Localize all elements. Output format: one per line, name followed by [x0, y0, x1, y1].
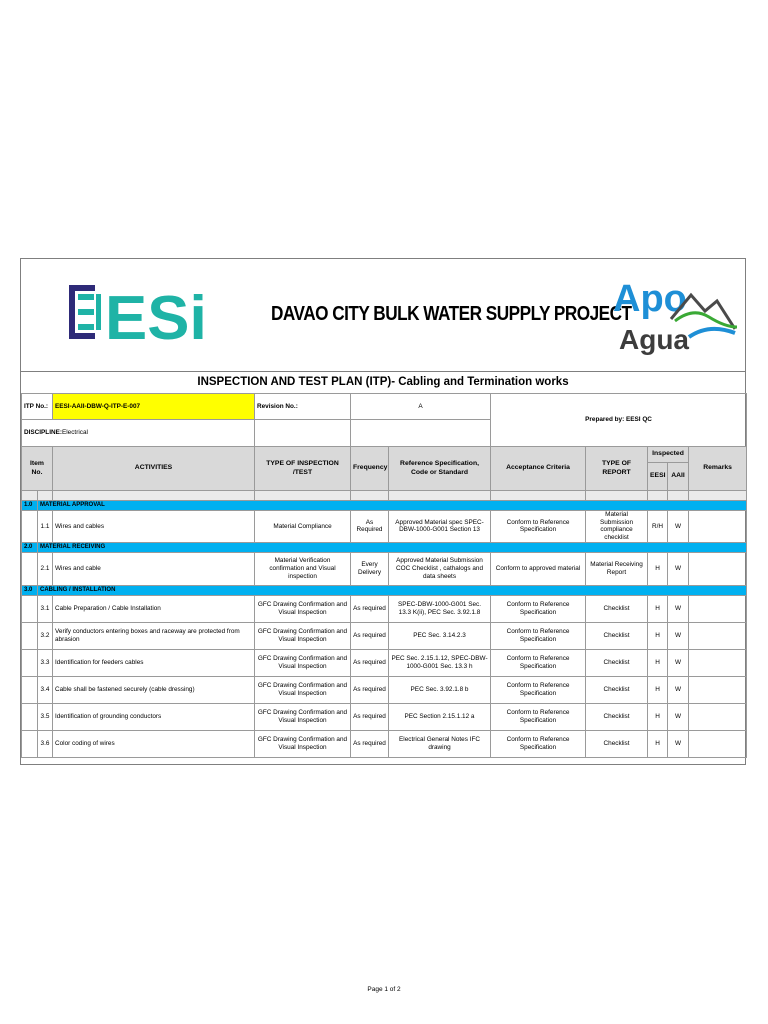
- page-number: Page 1 of 2: [367, 986, 401, 993]
- item-sub-number: 3.2: [38, 622, 53, 649]
- svg-text:ESi: ESi: [105, 284, 207, 345]
- activity-cell: Identification of grounding conductors: [53, 703, 255, 730]
- acceptance-cell: Conform to Reference Specification: [491, 730, 586, 757]
- reference-cell: PEC Sec. 3.92.1.8 b: [389, 676, 491, 703]
- table-row: [22, 511, 747, 543]
- inspection-type-cell: GFC Drawing Confirmation and Visual Inspection: [255, 730, 351, 757]
- eesi-cell: H: [648, 622, 668, 649]
- inspection-type-cell: Material Verification confirmation and Visual inspection: [255, 552, 351, 585]
- remarks-cell: [689, 649, 747, 676]
- report-cell: Checklist: [586, 622, 648, 649]
- table-row: [22, 676, 747, 703]
- meta-row-itp: [22, 394, 747, 420]
- inspection-type-cell: GFC Drawing Confirmation and Visual Inspection: [255, 622, 351, 649]
- eesi-cell: H: [648, 595, 668, 622]
- table-row: [22, 649, 747, 676]
- remarks-cell: [689, 622, 747, 649]
- col-inspected: Inspected: [648, 447, 689, 463]
- col-eesi: EESI: [648, 463, 668, 491]
- col-remarks: Remarks: [689, 447, 747, 491]
- col-reference: Reference Specification, Code or Standard: [389, 447, 491, 491]
- inspection-type-cell: GFC Drawing Confirmation and Visual Inspection: [255, 676, 351, 703]
- apo-agua-logo: [609, 271, 739, 359]
- header-banner: [21, 259, 745, 372]
- frequency-cell: As required: [351, 649, 389, 676]
- item-sub-number: 3.4: [38, 676, 53, 703]
- item-sub-number: 3.6: [38, 730, 53, 757]
- activity-cell: Color coding of wires: [53, 730, 255, 757]
- agua-logo-text: Agua: [619, 324, 689, 355]
- itp-title: INSPECTION AND TEST PLAN (ITP)- Cabling and Termination works: [21, 371, 745, 394]
- remarks-cell: [689, 676, 747, 703]
- item-sub-number: 1.1: [38, 511, 53, 543]
- col-type-inspection: TYPE OF INSPECTION /TEST: [255, 447, 351, 491]
- section-row: [22, 542, 747, 552]
- report-cell: Checklist: [586, 730, 648, 757]
- reference-cell: PEC Section 2.15.1.12 a: [389, 703, 491, 730]
- frequency-cell: As required: [351, 703, 389, 730]
- section-number: 1.0: [22, 501, 38, 511]
- itp-no-label: ITP No.:: [22, 394, 53, 420]
- item-sub-number: 3.5: [38, 703, 53, 730]
- inspection-type-cell: GFC Drawing Confirmation and Visual Inspection: [255, 595, 351, 622]
- aaii-cell: W: [668, 511, 689, 543]
- aaii-cell: W: [668, 703, 689, 730]
- table-row: [22, 703, 747, 730]
- item-sub-number: 3.1: [38, 595, 53, 622]
- eesi-cell: H: [648, 730, 668, 757]
- table-row: [22, 595, 747, 622]
- blank-cell: [351, 420, 491, 447]
- discipline-label: DISCIPLINE:: [24, 429, 62, 437]
- activity-cell: Cable shall be fastened securely (cable dressing): [53, 676, 255, 703]
- inspection-type-cell: GFC Drawing Confirmation and Visual Inspection: [255, 649, 351, 676]
- aaii-cell: W: [668, 622, 689, 649]
- reference-cell: SPEC-DBW-1000-G001 Sec. 13.3 K(ii), PEC Sec. 3.92.1.8: [389, 595, 491, 622]
- item-sub-number: 2.1: [38, 552, 53, 585]
- eesi-logo: [69, 279, 209, 345]
- table-row: [22, 552, 747, 585]
- acceptance-cell: Conform to Reference Specification: [491, 649, 586, 676]
- activity-cell: Verify conductors entering boxes and raceway are protected from abrasion: [53, 622, 255, 649]
- itp-document: [20, 258, 746, 765]
- aaii-cell: W: [668, 649, 689, 676]
- prepared-by: Prepared by: EESI QC: [491, 394, 747, 447]
- reference-cell: Approved Material spec SPEC-DBW-1000-G001 Section 13: [389, 511, 491, 543]
- acceptance-cell: Conform to Reference Specification: [491, 622, 586, 649]
- acceptance-cell: Conform to Reference Specification: [491, 676, 586, 703]
- activity-cell: Wires and cables: [53, 511, 255, 543]
- item-sub-number: 3.3: [38, 649, 53, 676]
- aaii-cell: W: [668, 730, 689, 757]
- apo-logo-text: Apo: [613, 278, 687, 320]
- frequency-cell: As required: [351, 730, 389, 757]
- col-acceptance: Acceptance Criteria: [491, 447, 586, 491]
- eesi-cell: H: [648, 552, 668, 585]
- col-aaii: AAII: [668, 463, 689, 491]
- reference-cell: PEC Sec. 2.15.1.12, SPEC-DBW-1000-G001 Sec. 13.3 h: [389, 649, 491, 676]
- col-type-report: TYPE OF REPORT: [586, 447, 648, 491]
- eesi-cell: R/H: [648, 511, 668, 543]
- eesi-cell: H: [648, 676, 668, 703]
- section-title: CABLING / INSTALLATION: [38, 585, 747, 595]
- discipline-cell: [22, 420, 255, 447]
- reference-cell: PEC Sec. 3.14.2.3: [389, 622, 491, 649]
- project-title: DAVAO CITY BULK WATER SUPPLY PROJECT: [271, 303, 632, 325]
- frequency-cell: As Required: [351, 511, 389, 543]
- revision-label: Revision No.:: [255, 394, 351, 420]
- frequency-cell: As required: [351, 622, 389, 649]
- spacer-row: [22, 491, 747, 501]
- table-row: [22, 622, 747, 649]
- remarks-cell: [689, 511, 747, 543]
- discipline-value: Electrical: [62, 429, 88, 437]
- column-header-row: [22, 447, 747, 463]
- remarks-cell: [689, 730, 747, 757]
- frequency-cell: Every Delivery: [351, 552, 389, 585]
- activity-cell: Wires and cable: [53, 552, 255, 585]
- aaii-cell: W: [668, 595, 689, 622]
- section-row: [22, 585, 747, 595]
- frequency-cell: As required: [351, 676, 389, 703]
- report-cell: Checklist: [586, 703, 648, 730]
- table-row: [22, 730, 747, 757]
- acceptance-cell: Conform to Reference Specification: [491, 595, 586, 622]
- report-cell: Checklist: [586, 676, 648, 703]
- activity-cell: Identification for feeders cables: [53, 649, 255, 676]
- section-title: MATERIAL APPROVAL: [38, 501, 747, 511]
- section-number: 3.0: [22, 585, 38, 595]
- section-title: MATERIAL RECEIVING: [38, 542, 747, 552]
- blank-cell: [255, 420, 351, 447]
- acceptance-cell: Conform to approved material: [491, 552, 586, 585]
- col-activities: ACTIVITIES: [53, 447, 255, 491]
- frequency-cell: As required: [351, 595, 389, 622]
- report-cell: Checklist: [586, 649, 648, 676]
- report-cell: Material Submission compliance checklist: [586, 511, 648, 543]
- activity-cell: Cable Preparation / Cable Installation: [53, 595, 255, 622]
- aaii-cell: W: [668, 552, 689, 585]
- acceptance-cell: Conform to Reference Specification: [491, 511, 586, 543]
- section-number: 2.0: [22, 542, 38, 552]
- col-frequency: Frequency: [351, 447, 389, 491]
- report-cell: Material Receiving Report: [586, 552, 648, 585]
- itp-table: [21, 393, 747, 758]
- eesi-cell: H: [648, 649, 668, 676]
- inspection-type-cell: Material Compliance: [255, 511, 351, 543]
- reference-cell: Electrical General Notes IFC drawing: [389, 730, 491, 757]
- remarks-cell: [689, 703, 747, 730]
- remarks-cell: [689, 552, 747, 585]
- eesi-cell: H: [648, 703, 668, 730]
- inspection-type-cell: GFC Drawing Confirmation and Visual Inspection: [255, 703, 351, 730]
- reference-cell: Approved Material Submission COC Checklist , cathalogs and data sheets: [389, 552, 491, 585]
- report-cell: Checklist: [586, 595, 648, 622]
- acceptance-cell: Conform to Reference Specification: [491, 703, 586, 730]
- remarks-cell: [689, 595, 747, 622]
- itp-no-value: EESI-AAII-DBW-Q-ITP-E-007: [53, 394, 255, 420]
- revision-value: A: [351, 394, 491, 420]
- section-row: [22, 501, 747, 511]
- col-item-no: Item No.: [22, 447, 53, 491]
- aaii-cell: W: [668, 676, 689, 703]
